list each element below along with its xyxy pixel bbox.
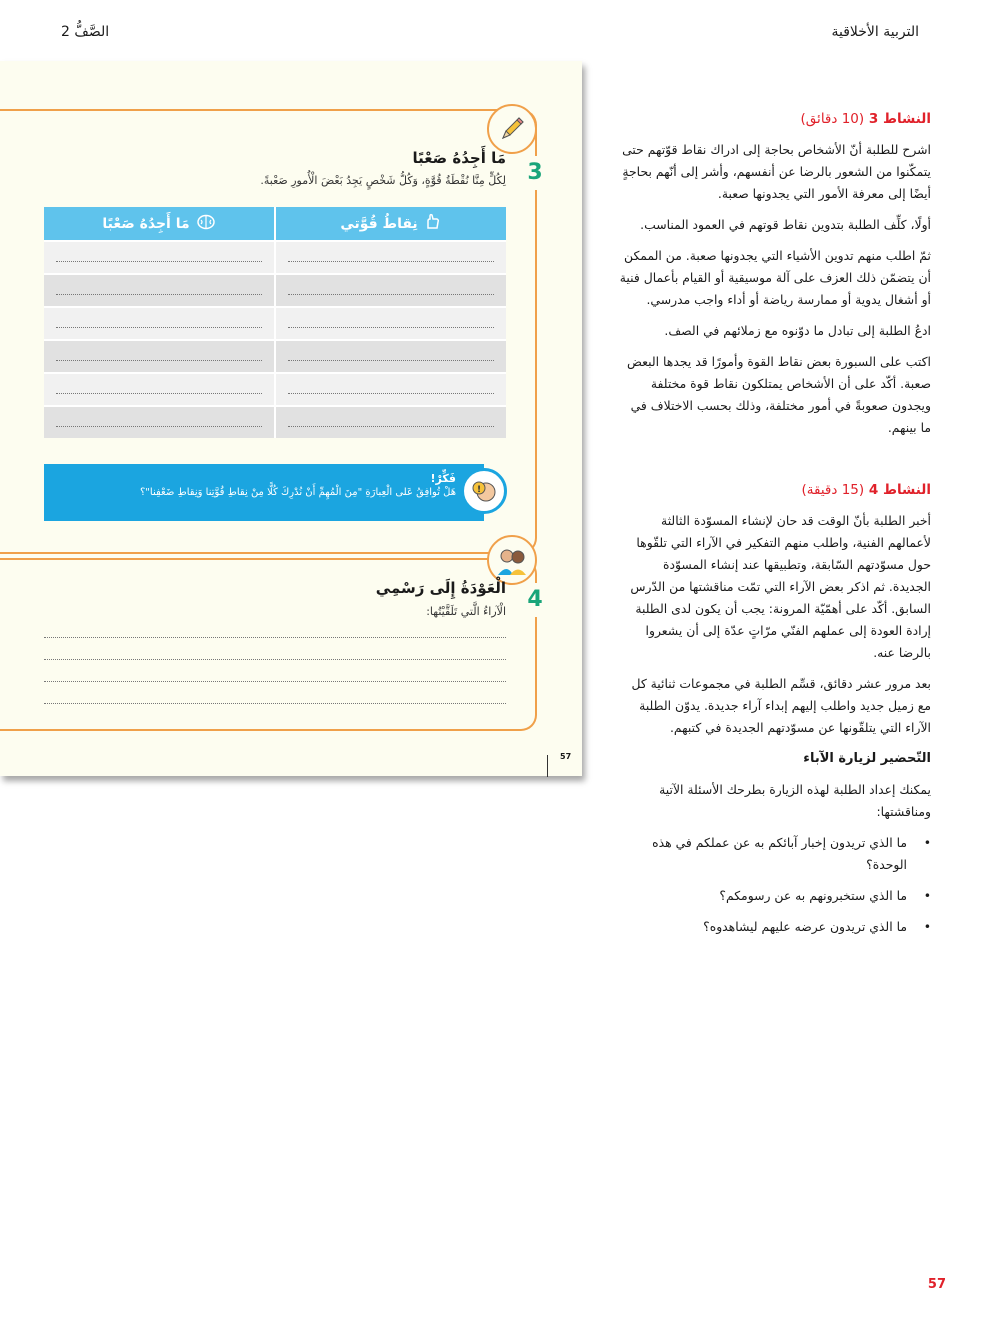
activity3-paragraph: أولًا، كلِّف الطلبة بتدوين نقاط قوتهم في العمود المناسب. <box>640 217 931 232</box>
writing-cell[interactable] <box>44 240 274 273</box>
table-row <box>44 273 506 306</box>
parents-visit-heading: التّحضير لزيارة الآباء <box>803 751 931 766</box>
section4-number: 4 <box>524 583 546 617</box>
header-grade: الصَّفُّ 2 <box>61 24 110 40</box>
list-item: • ما الذي تريدون إخبار آبائكم به عن عملكم في هذه الوحدة؟ <box>619 832 907 876</box>
think-box <box>44 464 484 521</box>
table-header-strengths: نِقاطُ قُوَّتي <box>274 207 506 240</box>
activity3-paragraph: ادعُ الطلبة إلى تبادل ما دوّنوه مع زملائهم في الصف. <box>664 323 931 338</box>
writing-cell[interactable] <box>44 306 274 339</box>
brain-icon <box>196 213 216 235</box>
thinking-icon <box>461 468 507 514</box>
pencil-icon <box>487 104 537 154</box>
activity3-heading: النشاط 3 (10 دقائق) <box>800 111 931 127</box>
think-text: هَلْ تُوافِقُ عَلى الْعِبارَةِ "مِنَ الْمُهِمِّ أَنْ نُدْرِكَ كُلًّا مِنْ نِقاطِ قُوَّتِنا وَنِقاطِ ضَعْفِنا"؟ <box>139 487 456 498</box>
table-header <box>44 207 506 240</box>
activity4-paragraph: بعد مرور عشر دقائق، قسِّم الطلبة في مجموعات ثنائية كل مع زميل جديد واطلب إليهم إبداء آراء جديدة. يدوّن الطلبة الآراء التي يتلقّونها عن مسوّدتهم الجديدة في كتبهم. <box>631 676 931 735</box>
activity3-paragraph: اكتب على السبورة بعض نقاط القوة وأمورًا قد يجدها البعض صعبة. أكّد على أن الأشخاص يمتلكون نقاط قوة مختلفة ويجدون صعوبةً في أمور مختلفة، وذلك بحسب الاختلاف في ما بينهم. <box>626 354 931 435</box>
page-number: 57 <box>927 1277 946 1292</box>
activity4-paragraph: أخبر الطلبة بأنّ الوقت قد حان لإنشاء المسوّدة الثالثة لأعمالهم الفنية، واطلب منهم التفكير في الآراء التي تلقّوها حول مسوّدتهم السّابقة، وتطبيقها عند إنشاء المسوّدة الجديدة. ثم اذكر بعض الآراء التي تمّت مناقشتها من الدّرس السابق. أكّد على أهمّيّة المرونة: يجب أن يكون لدى الطلبة إرادة العودة إلى عملهم الفنّي مرّاتٍ عدّة إلى أن يشعروا بالرضا عنه. <box>630 513 931 660</box>
children-icon <box>487 535 537 585</box>
table-header-difficult: مَا أَجِدُهُ صَعْبًا <box>44 207 274 240</box>
svg-text:!: ! <box>476 485 482 495</box>
writing-cell[interactable] <box>274 306 506 339</box>
writing-cell[interactable] <box>274 372 506 405</box>
writing-cell[interactable] <box>44 339 274 372</box>
table-row <box>44 372 506 405</box>
writing-line[interactable] <box>44 637 506 638</box>
workbook-page-number: 57 <box>560 752 572 761</box>
table-row <box>44 339 506 372</box>
writing-line[interactable] <box>44 681 506 682</box>
hand-icon <box>424 213 442 235</box>
writing-line[interactable] <box>44 659 506 660</box>
section4-title: الْعَوْدَةُ إِلَى رَسْمِي <box>375 579 506 597</box>
workbook-page <box>0 61 582 776</box>
activity4-heading: النشاط 4 (15 دقيقة) <box>801 482 931 498</box>
writing-cell[interactable] <box>274 339 506 372</box>
writing-cell[interactable] <box>44 273 274 306</box>
section4-subtitle: الْآراءُ الَّتي تَلَقَّيْتُها: <box>426 605 506 618</box>
writing-cell[interactable] <box>44 372 274 405</box>
activity3-paragraph: اشرح للطلبة أنّ الأشخاص بحاجة إلى ادراك نقاط قوّتهم حتى يتمكّنوا من الشعور بالرضا عن أنفسهم، وأشر إلى أنّهم بحاجةٍ أيضًا إلى معرفة الأمور التي يجدونها صعبة. <box>622 142 931 201</box>
section3-number: 3 <box>524 156 546 190</box>
table-row <box>44 405 506 438</box>
header-subject: التربية الأخلاقية <box>831 24 919 40</box>
writing-cell[interactable] <box>274 273 506 306</box>
writing-cell[interactable] <box>274 405 506 438</box>
writing-line[interactable] <box>44 703 506 704</box>
table-row <box>44 306 506 339</box>
writing-cell[interactable] <box>44 405 274 438</box>
parents-questions-list <box>619 832 931 938</box>
writing-cell[interactable] <box>274 240 506 273</box>
parents-visit-intro: يمكنك إعداد الطلبة لهذه الزيارة بطرحك الأسئلة الآتية ومناقشتها: <box>659 782 931 819</box>
table-row <box>44 240 506 273</box>
list-item: • ما الذي ستخبرونهم به عن رسومكم؟ <box>619 885 907 907</box>
section3-subtitle: لِكُلٍّ مِنَّا نُقْطَةُ قُوَّةٍ، وَكُلُّ شَخْصٍ يَجِدُ بَعْضَ الْأُمورِ صَعْبةً. <box>260 174 506 187</box>
think-title: فَكِّرْ! <box>430 472 456 485</box>
teacher-guide <box>619 108 931 947</box>
workbook-page-divider <box>547 755 548 777</box>
strengths-table <box>44 207 506 438</box>
section3-title: مَا أَجِدُهُ صَعْبًا <box>412 149 506 167</box>
activity3-paragraph: ثمّ اطلب منهم تدوين الأشياء التي يجدونها صعبة. من الممكن أن يتضمّن ذلك العزف على آلة موسيقية أو القيام بأعمال فنية أو أشغال يدوية أو ممارسة رياضة أو أداء واجب مدرسي. <box>619 248 931 307</box>
list-item: • ما الذي تريدون عرضه عليهم ليشاهدوه؟ <box>619 916 907 938</box>
